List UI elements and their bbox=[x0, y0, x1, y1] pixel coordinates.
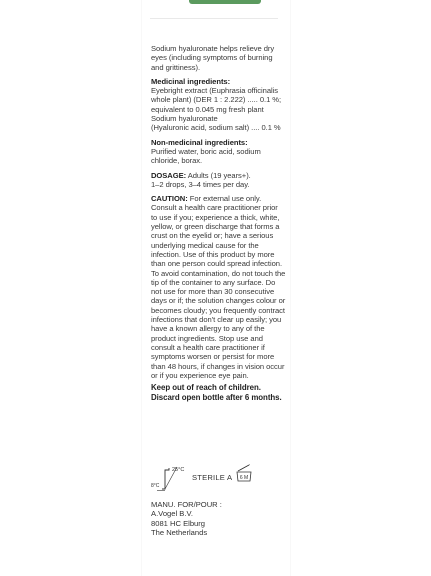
caution-label: CAUTION: bbox=[151, 194, 188, 204]
keep-away-warning: Keep out of reach of children. bbox=[151, 383, 261, 393]
caution-body: For external use only. Consult a health care practitioner prior to use if you; experience a thick, white, yellow, or green discharge that forms a crust on the eyelid or; have a serious underlying medical cause for the infection. Use of this product by more than one person could spread infection. To avoid contamination, do not touch the tip of the container to any surface. Do not use for more than 30 consecutive days or if; the solution changes colour or becomes cloudy; you frequently contract infections that don't clear up easily; you have a known allergy to any of the product ingredients. Stop use and consult a health care practitioner if symptoms worsen or persist for more than 48 hours, if changes in vision occur or if you experience eye pain. bbox=[151, 194, 286, 380]
discard-warning: Discard open bottle after 6 months. bbox=[151, 392, 282, 402]
manufacturer-country: The Netherlands bbox=[151, 528, 208, 538]
medicinal-line-2: equivalent to 0.045 mg fresh plant bbox=[151, 104, 264, 114]
dosage-line-2: 1–2 drops, 3–4 times per day. bbox=[151, 179, 250, 189]
dosage-value: Adults (19 years+). bbox=[186, 170, 251, 180]
manufacturer-label: MANU. FOR/POUR : bbox=[151, 500, 222, 509]
medicinal-line-3: Sodium hyaluronate bbox=[151, 114, 218, 124]
intro-text: Sodium hyaluronate helps relieve dry eyes (including symptoms of burning and grittiness). bbox=[151, 44, 275, 72]
dosage-label: DOSAGE: bbox=[151, 170, 187, 180]
symbols-row bbox=[151, 462, 286, 492]
medicinal-line-1: Eyebright extract (Euphrasia officinalis whole plant) (DER 1 : 2.222) ..... 0.1 %; bbox=[151, 86, 282, 105]
dosage-text bbox=[151, 171, 286, 180]
manufacturer-address: 8081 HC Elburg bbox=[151, 518, 206, 528]
temp-low-label: 8°C bbox=[151, 483, 160, 489]
period-after-opening-icon bbox=[233, 462, 255, 484]
manufacturer-block bbox=[151, 500, 286, 538]
pao-label: 6 M bbox=[239, 475, 249, 481]
temp-high-label: 25°C bbox=[172, 467, 185, 473]
temperature-limit-icon bbox=[151, 462, 195, 492]
medicinal-heading: Medicinal ingredients: bbox=[151, 76, 231, 86]
manufacturer-name: A.Vogel B.V. bbox=[151, 509, 193, 519]
non-medicinal-heading: Non-medicinal ingredients: bbox=[151, 137, 248, 147]
label-text bbox=[151, 44, 286, 402]
green-top-tab bbox=[189, 0, 261, 4]
non-medicinal-text: Purified water, boric acid, sodium chloride, borax. bbox=[151, 146, 261, 166]
medicinal-line-4: (Hyaluronic acid, sodium salt) .... 0.1 % bbox=[151, 123, 281, 133]
sterile-label: STERILE A bbox=[192, 473, 233, 482]
caution-text bbox=[151, 194, 286, 380]
